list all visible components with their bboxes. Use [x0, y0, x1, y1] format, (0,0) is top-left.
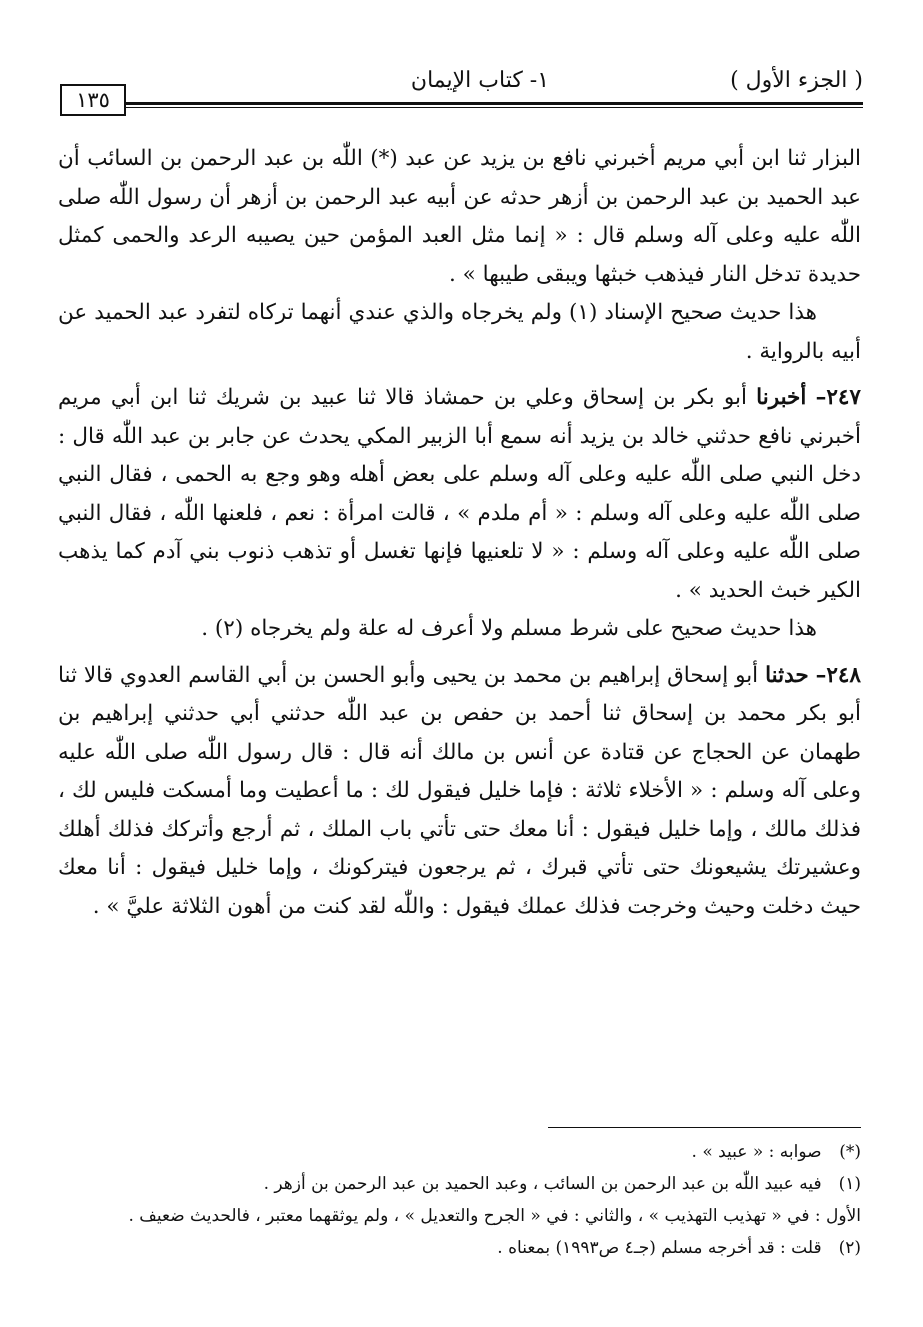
main-text — [58, 140, 861, 926]
footnote-marker: (١) — [838, 1174, 861, 1194]
footnote-marker: (٢) — [838, 1238, 861, 1258]
paragraph-grading-1: هذا حديث صحيح الإسناد (١) ولم يخرجاه والذي عندي أنهما تركاه لتفرد عبد الحميد عن أبيه بالرواية . — [58, 300, 861, 364]
footnote-star — [58, 1138, 861, 1166]
footnote-marker: (*) — [839, 1142, 861, 1162]
header-rule-thin — [124, 107, 863, 108]
paragraph-grading-2: هذا حديث صحيح على شرط مسلم ولا أعرف له علة ولم يخرجاه (٢) . — [201, 616, 817, 641]
footnote-text: قلت : قد أخرجه مسلم (جـ٤ ص١٩٩٣) بمعناه . — [497, 1238, 822, 1258]
footnote-2 — [58, 1234, 861, 1262]
hadith-text: أبو بكر بن إسحاق وعلي بن حمشاذ قالا ثنا عبيد بن شريك ثنا ابن أبي مريم أخبرني نافع حدثني خالد بن يزيد أنه سمع أبا الزبير المكي يحدث عن جابر بن عبد اللّٰه قال : دخل النبي صلى اللّٰه عليه وعلى آله وسلم على بعض أهله وهو وجع به الحمى ، فقال النبي صلى اللّٰه عليه وعلى آله وسلم : « أم ملدم » ، قالت امرأة : نعم ، فلعنها اللّٰه ، فقال النبي صلى اللّٰه عليه وعلى آله وسلم : « لا تلعنيها فإنها تغسل أو تذهب ذنوب بني آدم كما يذهب الكير خبث الحديد » . — [58, 385, 861, 603]
hadith-text: أبو إسحاق إبراهيم بن محمد بن يحيى وأبو الحسن بن أبي القاسم العدوي قالا ثنا أبو بكر محمد بن إسحاق ثنا أحمد بن حفص بن عبد اللّٰه حدثني أبي حدثني إبراهيم بن طهمان عن الحجاج عن قتادة عن أنس بن مالك أنه قال : قال رسول اللّٰه صلى اللّٰه عليه وعلى آله وسلم : « الأخلاء ثلاثة : فإما خليل فيقول لك : ما أعطيت وما أمسكت فليس لك ، فذلك مالك ، وإما خليل فيقول : أنا معك حتى تأتي باب الملك ، ثم أرجع وأتركك فذلك أهلك وعشيرتك يشيعونك حتى تأتي قبرك ، ثم يرجعون فيتركونك ، وإما خليل فيقول : أنا معك حيث دخلت وحيث وخرجت فذلك عملك فيقول : واللّٰه لقد كنت من أهون الثلاثة عليَّ » . — [58, 662, 861, 919]
page-number: ١٣٥ — [60, 84, 126, 116]
chapter-title: ١- كتاب الإيمان — [410, 68, 550, 93]
footnote-1 — [58, 1170, 861, 1198]
footnotes — [58, 1138, 861, 1266]
footnote-separator — [548, 1127, 861, 1128]
footnote-1-continuation: الأول : في « تهذيب التهذيب » ، والثاني : في « الجرح والتعديل » ، ولم يوثقهما معتبر ، فالحديث ضعيف . — [128, 1206, 861, 1226]
hadith-248 — [58, 657, 861, 927]
part-title: ( الجزء الأول ) — [730, 68, 863, 93]
page-header — [60, 62, 863, 114]
footnote-text: صوابه : « عبيد » . — [691, 1142, 822, 1162]
paragraph-hadith-continuation: البزار ثنا ابن أبي مريم أخبرني نافع بن يزيد عن عبد (*) اللّٰه بن عبد الرحمن بن السائب أن عبد الحميد بن عبد الرحمن بن أزهر حدثه عن أبيه عبد الرحمن بن أزهر أن رسول اللّٰه صلى اللّٰه عليه وعلى آله وسلم قال : « إنما مثل العبد المؤمن حين يصيبه الرعد والحمى كمثل حديدة تدخل النار فيذهب خبثها ويبقى طيبها » . — [58, 146, 861, 287]
hadith-number: ٢٤٨– — [815, 662, 861, 688]
header-rule-thick — [124, 102, 863, 105]
hadith-number: ٢٤٧– — [815, 385, 861, 410]
hadith-247 — [58, 379, 861, 610]
hadith-keyword: أخبرنا — [756, 385, 807, 410]
hadith-keyword: حدثنا — [765, 662, 809, 688]
footnote-text: فيه عبيد اللّٰه بن عبد الرحمن بن السائب ، وعبد الحميد بن عبد الرحمن بن أزهر . — [263, 1174, 822, 1194]
